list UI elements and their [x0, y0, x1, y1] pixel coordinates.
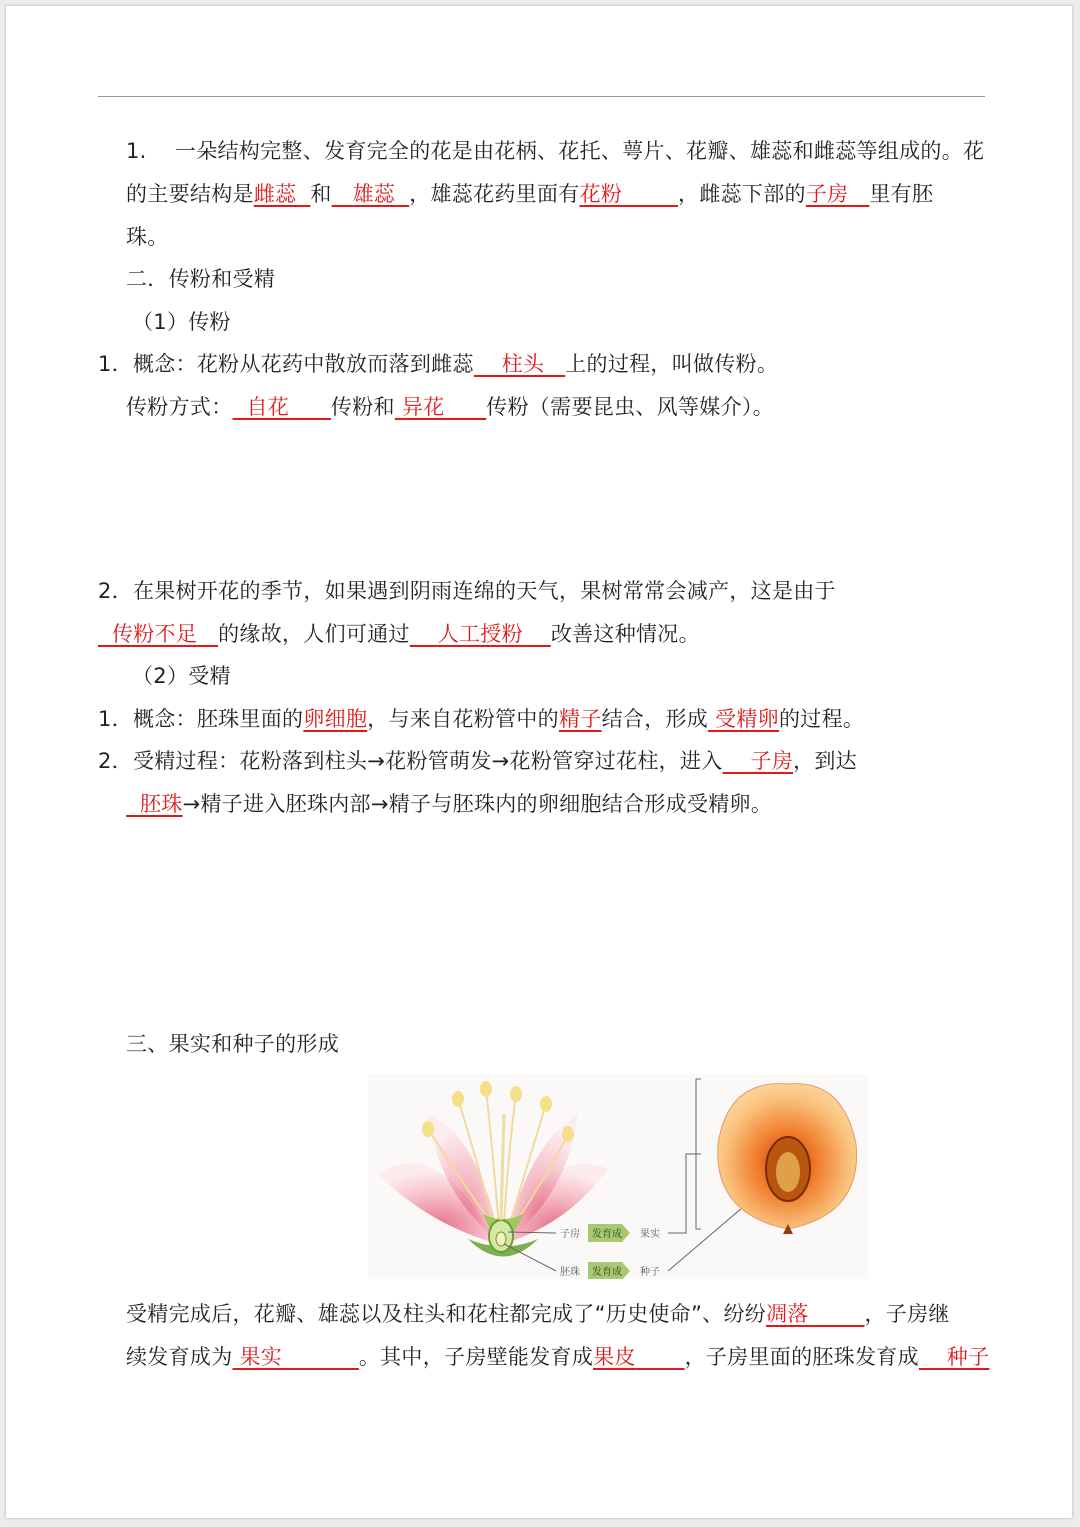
subsection-pollination: （1）传粉 — [132, 310, 231, 334]
answer-ovule: 胚珠 — [139, 792, 183, 816]
fertilization-concept: 1．概念：胚珠里面的卵细胞，与来自花粉管中的精子结合，形成 受精卵的过程。 — [98, 707, 865, 731]
section3-heading: 三、果实和种子的形成 — [126, 1032, 339, 1056]
answer-stigma: 柱头 — [501, 352, 545, 376]
header-rule — [98, 96, 985, 97]
pollination-methods: 传粉方式： 自花 传粉和 异花 传粉（需要昆虫、风等媒介）。 — [126, 395, 774, 419]
q1-text-2b: 和 — [310, 182, 332, 206]
q1-line1 — [126, 136, 984, 166]
label-ovule: 胚珠 — [560, 1267, 580, 1278]
flower-fruit-figure — [368, 1074, 868, 1279]
label-ovary: 子房 — [560, 1229, 580, 1240]
fertilization-process-2: 胚珠→精子进入胚珠内部→精子与胚珠内的卵细胞结合形成受精卵。 — [126, 789, 772, 819]
section2-heading: 二．传粉和受精 — [126, 267, 276, 291]
pollination-concept: 1．概念：花粉从花药中散放而落到雌蕊 柱头 上的过程，叫做传粉。 — [98, 352, 779, 376]
answer-artificial-pollination: 人工授粉 — [437, 622, 523, 646]
answer-cross-pollination: 异花 — [401, 395, 445, 419]
answer-insufficient-pollination: 传粉不足 — [111, 622, 198, 646]
answer-pistil: 雌蕊 — [253, 182, 297, 206]
answer-egg-cell: 卵细胞 — [303, 707, 368, 731]
q2-line2: 传粉不足 的缘故，人们可通过 人工授粉 改善这种情况。 — [98, 619, 700, 649]
label-fruit: 果实 — [640, 1229, 660, 1240]
fruit-para-line2: 续发育成为 果实 。其中，子房壁能发育成果皮 ，子房里面的胚珠发育成 种子 — [126, 1345, 990, 1369]
answer-zygote: 受精卵 — [715, 707, 779, 731]
answer-ovary-2: 子房 — [750, 749, 794, 773]
q1-line2 — [126, 179, 933, 209]
fruit-para-line1: 受精完成后，花瓣、雄蕊以及柱头和花柱都完成了“历史使命”、纷纷凋落 ，子房继 — [126, 1302, 950, 1326]
answer-peel: 果皮 — [593, 1345, 636, 1369]
q1-text-2e: 里有胚 — [869, 182, 934, 206]
q1-line3 — [126, 222, 169, 252]
answer-wither: 凋落 — [766, 1302, 809, 1326]
fertilization-process-1: 2．受精过程：花粉落到柱头→花粉管萌发→花粉管穿过花柱，进入 子房，到达 — [98, 749, 857, 773]
answer-ovary: 子房 — [805, 182, 849, 206]
q2-line1: 2．在果树开花的季节，如果遇到阴雨连绵的天气，果树常常会减产，这是由于 — [98, 579, 836, 603]
answer-pollen: 花粉 — [579, 182, 623, 206]
q1-text-2a: 的主要结构是 — [126, 182, 254, 206]
subsection-fertilization: （2）受精 — [132, 664, 231, 688]
label-develop-2: 发育成 — [592, 1267, 622, 1278]
flower-to-fruit-diagram — [368, 1074, 868, 1279]
answer-seed: 种子 — [946, 1345, 990, 1369]
q1-text-2c: ，雄蕊花药里面有 — [409, 182, 580, 206]
answer-fruit: 果实 — [239, 1345, 283, 1369]
q1-text-3: 珠。 — [126, 225, 169, 249]
q1-text-1: 1. 一朵结构完整、发育完全的花是由花柄、花托、萼片、花瓣、雄蕊和雌蕊等组成的。花 — [126, 139, 985, 163]
label-develop-1: 发育成 — [592, 1229, 622, 1240]
answer-self-pollination: 自花 — [246, 395, 290, 419]
document-page — [6, 6, 1072, 1518]
answer-sperm: 精子 — [558, 707, 602, 731]
label-seed: 种子 — [640, 1267, 660, 1278]
q1-text-2d: ，雌蕊下部的 — [678, 182, 806, 206]
answer-stamen: 雄蕊 — [352, 182, 396, 206]
